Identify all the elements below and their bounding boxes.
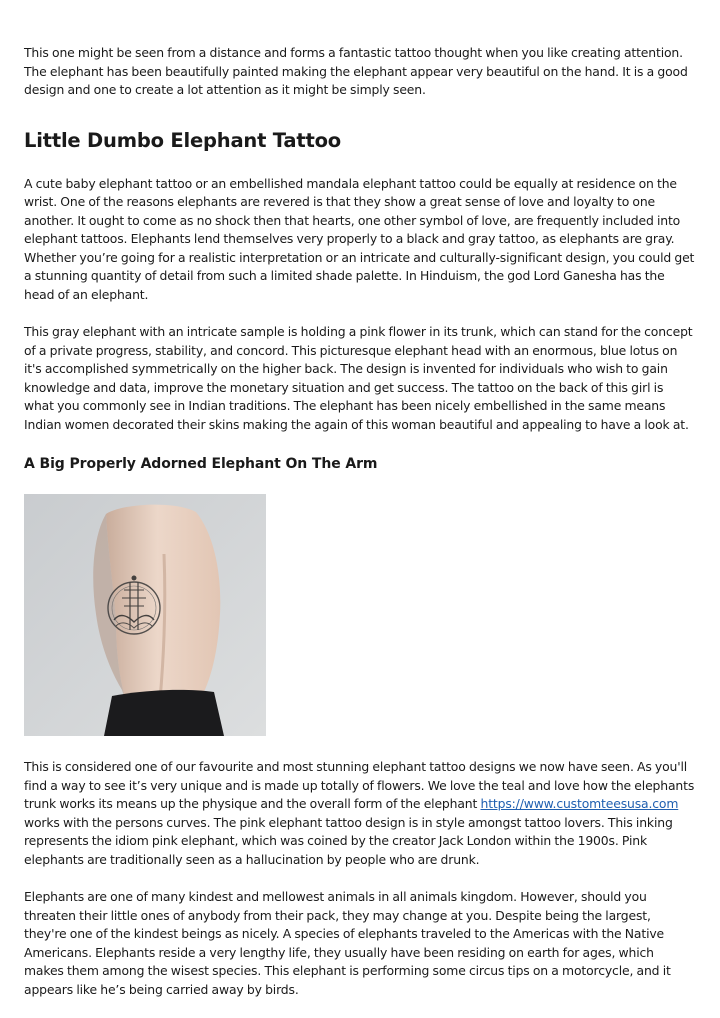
- section-heading-little-dumbo: Little Dumbo Elephant Tattoo: [24, 128, 341, 152]
- paragraph-text-after-link: works with the persons curves. The pink elephant tattoo design is in style amongst tattoo lovers. This inking represents the idiom pink elephant, which was coined by the creator Jack London within the 1900s. Pink elephants are traditionally seen as a hallucination by people who are drunk.: [24, 814, 673, 867]
- intro-paragraph: This one might be seen from a distance and forms a fantastic tattoo thought when you like creating attention. The elephant has been beautifully painted making the elephant appear very beautiful on the hand. It is a good design and one to create a lot attention as it might be simply seen.: [24, 45, 688, 97]
- paragraph-gray-elephant: This gray elephant with an intricate sample is holding a pink flower in its trunk, which can stand for the concept of a private progress, stability, and concord. This picturesque elephant head with an enormous, blue lotus on it's accomplished symmetrically on the higher back. The design is invented for individuals who wish to gain knowledge and data, improve the monetary situation and get success. The tattoo on the back of this girl is what you commonly see in Indian traditions. The elephant has been nicely embellished in the same means Indian women decorated their skins making the again of this woman beautiful and appealing to have a look at.: [24, 324, 693, 432]
- article: [24, 44, 696, 999]
- section-heading-adorned-elephant: A Big Properly Adorned Elephant On The Arm: [24, 456, 378, 472]
- tattoo-photo-illustration: [24, 494, 266, 736]
- paragraph-baby-elephant: A cute baby elephant tattoo or an embellished mandala elephant tattoo could be equally at residence on the wrist. One of the reasons elephants are revered is that they show a great sense of love and loyalty to one another. It ought to come as no shock then that hearts, one other symbol of love, are frequently included into elephant tattoos. Elephants lend themselves very properly to a black and gray tattoo, as elephants are gray. Whether you’re going for a realistic interpretation or an intricate and culturally-significant design, you could get a stunning quantity of detail from such a limited shade palette. In Hinduism, the god Lord Ganesha has the head of an elephant.: [24, 175, 695, 302]
- paragraph-favourite-design: [24, 758, 696, 869]
- paragraph-text-before-link: This is considered one of our favourite and most stunning elephant tattoo designs we now have seen. As you'll find a way to see it’s very unique and is made up totally of flowers. We love the teal and love how the elephants trunk works its means up the physique and the overall form of the elephant: [24, 759, 695, 811]
- tattoo-photo: [24, 494, 266, 736]
- customteesusa-link[interactable]: https://www.customteesusa.com: [480, 796, 679, 811]
- paragraph-kindest-animals: Elephants are one of many kindest and mellowest animals in all animals kingdom. However, should you threaten their little ones of anybody from their pack, they may change at you. Despite being the largest, they're one of the kindest beings as nicely. A species of elephants traveled to the Americas with the Native Americans. Elephants reside a very lengthy life, they usually have been residing on earth for ages, which makes them among the wisest species. This elephant is performing some circus tips on a motorcycle, and it appears like he’s being carried away by birds.: [24, 889, 671, 997]
